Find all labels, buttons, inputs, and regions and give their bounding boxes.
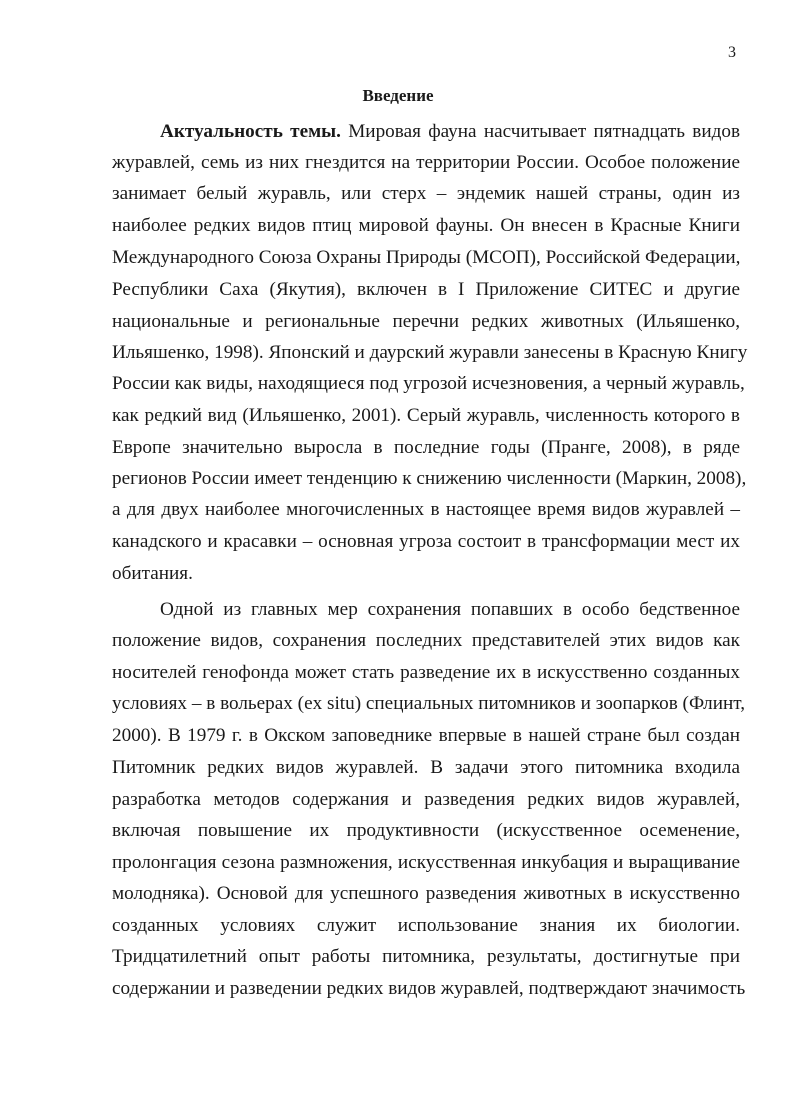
section-heading: Введение: [362, 86, 434, 105]
paragraph-1-line-4: наиболее редких видов птиц мировой фауны. Он внесен в Красные Книги: [112, 215, 740, 236]
paragraph-2-line-6: Питомник редких видов журавлей. В задачи этого питомника входила: [112, 757, 740, 778]
paragraph-1-line-9: России как виды, находящиеся под угрозой исчезновения, а черный журавль,: [112, 373, 745, 394]
paragraph-1-line-13: а для двух наиболее многочисленных в настоящее время видов журавлей –: [112, 499, 740, 520]
paragraph-1-line-15: обитания.: [112, 563, 193, 584]
paragraph-2-line-12: Тридцатилетний опыт работы питомника, результаты, достигнутые при: [112, 946, 740, 967]
paragraph-line-text: Мировая фауна насчитывает пятнадцать видов: [340, 121, 741, 142]
paragraph-1-line-12: регионов России имеет тенденцию к снижению численности (Маркин, 2008),: [112, 468, 747, 489]
paragraph-1-line-2: журавлей, семь из них гнездится на территории России. Особое положение: [112, 152, 740, 173]
page-number: 3: [728, 44, 736, 61]
paragraph-1-line-1: [160, 120, 740, 144]
paragraph-1-line-6: Республики Саха (Якутия), включен в I Приложение СИТЕС и другие: [112, 279, 740, 300]
paragraph-2-line-9: пролонгация сезона размножения, искусственная инкубация и выращивание: [112, 852, 740, 873]
paragraph-2-line-11: созданных условиях служит использование знания их биологии.: [112, 915, 740, 936]
paragraph-1-line-5: Международного Союза Охраны Природы (МСОП), Российской Федерации,: [112, 247, 741, 268]
paragraph-1-line-3: занимает белый журавль, или стерх – эндемик нашей страны, один из: [112, 183, 740, 204]
paragraph-1-line-8: Ильяшенко, 1998). Японский и даурский журавли занесены в Красную Книгу: [112, 342, 748, 363]
paragraph-1-line-10: как редкий вид (Ильяшенко, 2001). Серый журавль, численность которого в: [112, 405, 740, 426]
paragraph-2-line-4: условиях – в вольерах (ex situ) специальных питомников и зоопарков (Флинт,: [112, 693, 745, 714]
paragraph-lead-bold: Актуальность темы.: [160, 121, 341, 142]
paragraph-2-line-8: включая повышение их продуктивности (искусственное осеменение,: [112, 820, 740, 841]
paragraph-2-line-3: носителей генофонда может стать разведение их в искусственно созданных: [112, 662, 740, 683]
paragraph-1-line-11: Европе значительно выросла в последние годы (Пранге, 2008), в ряде: [112, 437, 740, 458]
paragraph-2-line-10: молодняка). Основой для успешного разведения животных в искусственно: [112, 883, 740, 904]
paragraph-1-line-7: национальные и региональные перечни редких животных (Ильяшенко,: [112, 311, 740, 332]
paragraph-2-line-7: разработка методов содержания и разведения редких видов журавлей,: [112, 789, 740, 810]
paragraph-2-line-5: 2000). В 1979 г. в Окском заповеднике впервые в нашей стране был создан: [112, 725, 740, 746]
paragraph-2-line-1: Одной из главных мер сохранения попавших в особо бедственное: [160, 599, 740, 620]
paragraph-2-line-2: положение видов, сохранения последних представителей этих видов как: [112, 630, 740, 651]
paragraph-2-line-13: содержании и разведении редких видов журавлей, подтверждают значимость: [112, 978, 746, 999]
paragraph-1-line-14: канадского и красавки – основная угроза состоит в трансформации мест их: [112, 531, 740, 552]
